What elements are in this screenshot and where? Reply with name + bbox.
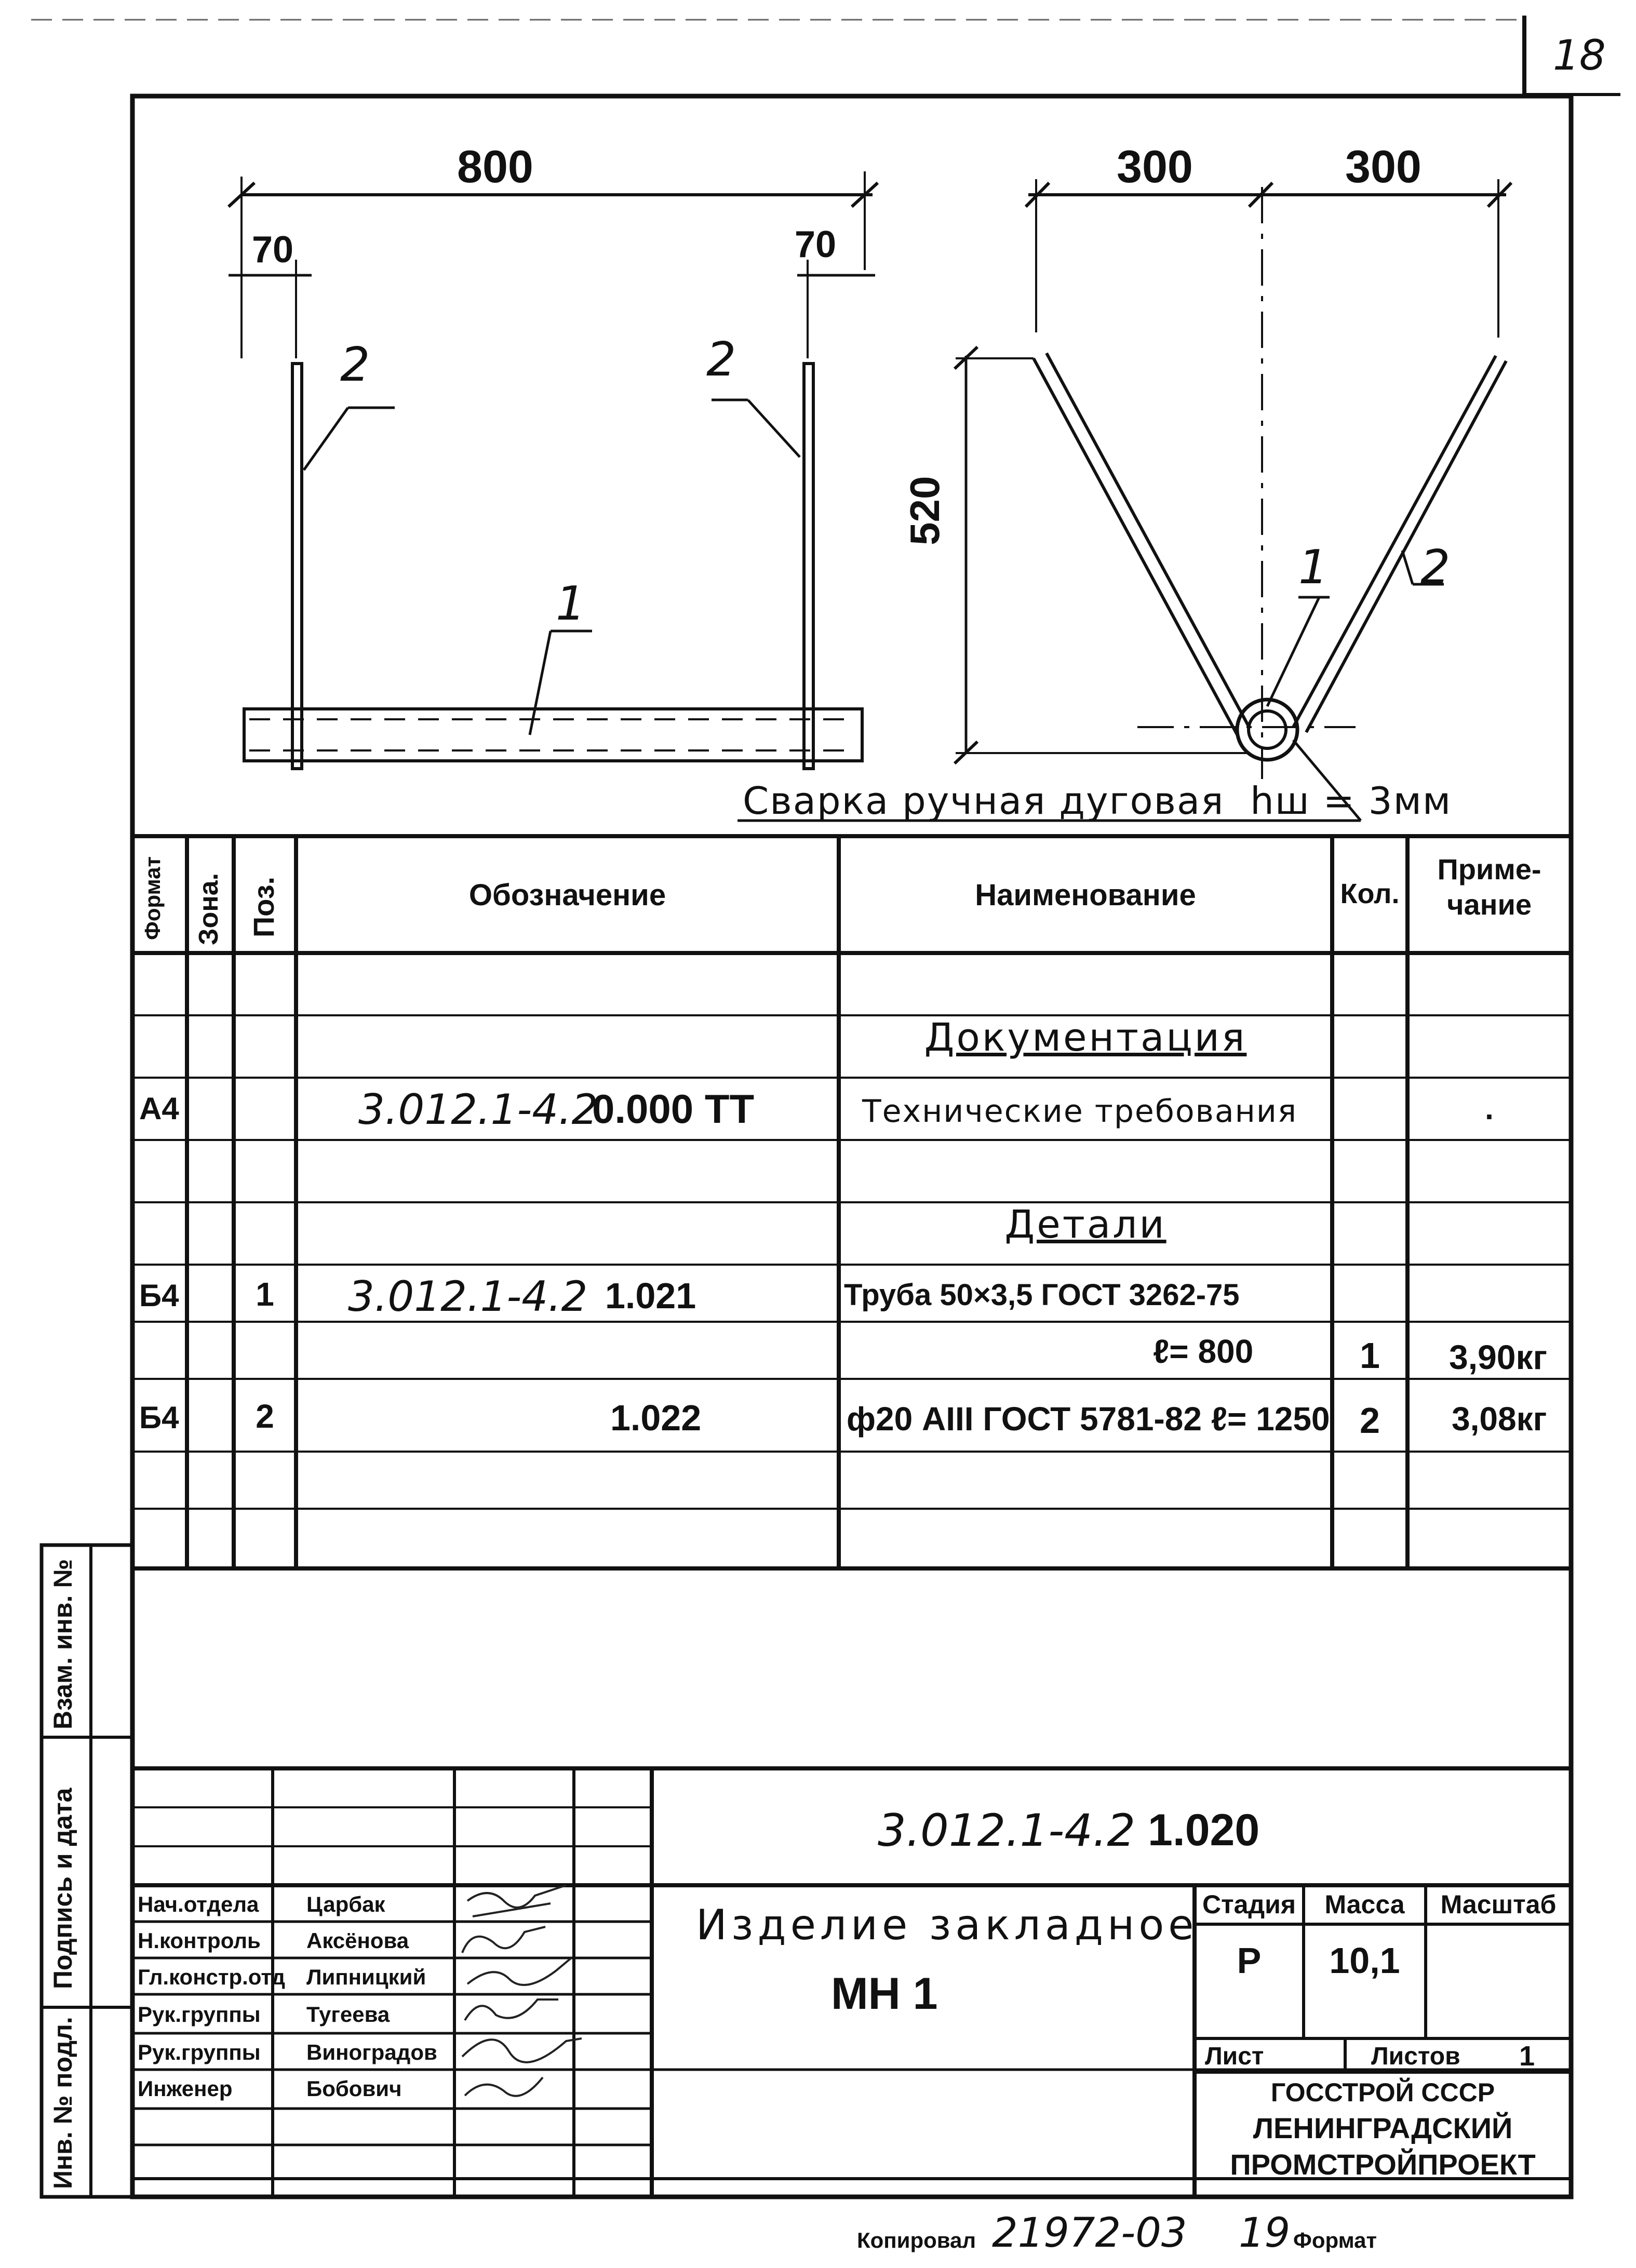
- row1-note: .: [1485, 1091, 1494, 1126]
- row4-code: 1.022: [610, 1398, 702, 1438]
- stage-header: Стадия: [1202, 1890, 1296, 1919]
- doc-code: 3.012.1-4.2: [878, 1805, 1136, 1857]
- mass-value: 10,1: [1329, 1940, 1400, 1981]
- dim-520: 520: [902, 476, 948, 545]
- stage-value: Р: [1237, 1940, 1262, 1981]
- row2-name: Труба 50×3,5 ГОСТ 3262-75: [844, 1278, 1240, 1312]
- footer-format: Формат: [1293, 2228, 1377, 2252]
- row4-name: ф20 АIII ГОСТ 5781-82 ℓ= 1250: [847, 1400, 1330, 1438]
- person-role: Рук.группы: [138, 2040, 261, 2064]
- header-name: Наименование: [975, 878, 1196, 912]
- row3-qty: 1: [1360, 1335, 1380, 1376]
- row3-name: ℓ= 800: [1153, 1333, 1254, 1370]
- header-designation: Обозначение: [468, 878, 666, 912]
- row4-note: 3,08кг: [1452, 1400, 1547, 1438]
- person-name: Липницкий: [306, 1965, 426, 1989]
- callout-2-right: 2: [706, 332, 736, 387]
- person-role: Нач.отдела: [138, 1892, 259, 1916]
- callout-2-left: 2: [340, 338, 370, 392]
- sheet-label: Лист: [1205, 2043, 1264, 2070]
- title-line1: Изделие закладное: [696, 1901, 1198, 1949]
- header-zone: Зона.: [194, 873, 224, 945]
- row3-note: 3,90кг: [1449, 1338, 1547, 1376]
- row2-designation: 3.012.1-4.2: [348, 1272, 588, 1321]
- org-line3: ПРОМСТРОЙПРОЕКТ: [1230, 2148, 1536, 2181]
- front-view: [229, 171, 878, 769]
- sheets-value: 1: [1519, 2041, 1535, 2072]
- signatures: [462, 1885, 582, 2096]
- footer-sheet: 19: [1239, 2210, 1291, 2257]
- person-name: Тугеева: [306, 2002, 390, 2027]
- person-name: Аксёнова: [306, 1928, 409, 1953]
- strip-podpis: Подпись и дата: [48, 1788, 77, 1989]
- dim-800: 800: [457, 141, 533, 192]
- row2-pos: 1: [256, 1276, 274, 1313]
- person-name: Царбак: [306, 1892, 385, 1916]
- footer-number: 21972-03: [992, 2210, 1187, 2257]
- footer-copied: Копировал: [857, 2228, 976, 2252]
- header-pos: Поз.: [247, 876, 280, 937]
- row1-designation: 3.012.1-4.2: [358, 1085, 598, 1134]
- row1-name: Технические требования: [862, 1093, 1297, 1130]
- callout-1-front: 1: [556, 576, 586, 631]
- scale-header: Масштаб: [1440, 1890, 1557, 1919]
- person-role: Инженер: [138, 2076, 233, 2101]
- dim-300-right: 300: [1345, 141, 1422, 192]
- row4-qty: 2: [1360, 1400, 1380, 1441]
- strip-inv: Инв. № подл.: [48, 2017, 77, 2189]
- weld-note: Сварка ручная дуговая hш = 3мм: [743, 779, 1452, 823]
- sheets-label: Листов: [1371, 2043, 1460, 2070]
- row2-format: Б4: [139, 1278, 179, 1313]
- row4-format: Б4: [139, 1400, 179, 1435]
- dim-70-left: 70: [252, 229, 294, 271]
- row1-code: 0.000 ТТ: [592, 1086, 755, 1132]
- mass-header: Масса: [1324, 1890, 1405, 1919]
- doc-code-suffix: 1.020: [1148, 1805, 1260, 1855]
- strip-vzam: Взам. инв. №: [48, 1559, 77, 1729]
- row4-pos: 2: [256, 1398, 274, 1435]
- org-line1: ГОССТРОЙ СССР: [1270, 2078, 1495, 2107]
- callout-1-side: 1: [1298, 540, 1329, 595]
- section-parts: Детали: [1004, 1202, 1166, 1247]
- dim-300-left: 300: [1117, 141, 1193, 192]
- section-documentation: Документация: [924, 1015, 1247, 1060]
- title-line2: МН 1: [831, 1969, 938, 2019]
- person-role: Н.контроль: [138, 1928, 261, 1953]
- row1-format: А4: [139, 1091, 179, 1126]
- person-role: Гл.констр.отд: [138, 1965, 286, 1989]
- person-name: Виноградов: [306, 2040, 437, 2064]
- page-number: 18: [1553, 31, 1606, 79]
- header-format: Формат: [140, 856, 165, 940]
- org-line2: ЛЕНИНГРАДСКИЙ: [1253, 2112, 1513, 2144]
- person-role: Рук.группы: [138, 2002, 261, 2027]
- callout-2-side: 2: [1420, 540, 1451, 595]
- dim-70-right: 70: [795, 224, 837, 265]
- person-name: Бобович: [306, 2076, 402, 2101]
- header-note: Приме- чание: [1437, 853, 1541, 921]
- row2-code: 1.021: [605, 1276, 696, 1316]
- header-qty: Кол.: [1340, 878, 1400, 909]
